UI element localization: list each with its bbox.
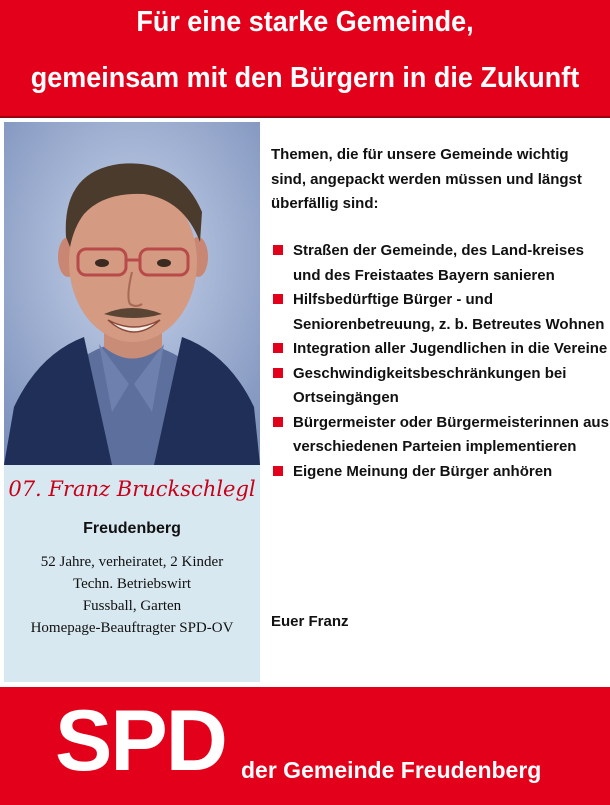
- list-item: [293, 337, 609, 362]
- list-item: [293, 460, 609, 485]
- topic-text: Hilfsbedürftige Bürger - und Seniorenbetreuung, z. b. Betreutes Wohnen: [293, 291, 605, 333]
- topic-text: Geschwindigkeitsbeschränkungen bei Ortseingängen: [293, 364, 567, 406]
- header-banner: [0, 0, 610, 118]
- list-item: [293, 239, 609, 288]
- topic-text: Integration aller Jugendlichen in die Vereine: [293, 340, 608, 357]
- candidate-detail-line: Homepage-Beauftragter SPD-OV: [30, 620, 234, 636]
- topics-intro: Themen, die für unsere Gemeinde wichtig sind, angepackt werden müssen und längst überfällig sind:: [271, 146, 582, 212]
- bullet-square-icon: [273, 417, 283, 427]
- party-subtitle: der Gemeinde Freudenberg: [241, 757, 542, 783]
- topics-list: [293, 239, 609, 484]
- candidate-info: [4, 465, 260, 682]
- bullet-square-icon: [273, 245, 283, 255]
- candidate-name: 07. Franz Bruckschlegl: [8, 477, 256, 501]
- bullet-square-icon: [273, 294, 283, 304]
- bullet-square-icon: [273, 368, 283, 378]
- candidate-photo: [4, 122, 260, 465]
- candidate-detail-line: 52 Jahre, verheiratet, 2 Kinder: [40, 554, 224, 570]
- topic-text: Straßen der Gemeinde, des Land-kreises und des Freistaates Bayern sanieren: [293, 242, 584, 284]
- topics-panel: [271, 143, 609, 630]
- closing-signature: Euer Franz: [271, 613, 349, 630]
- bullet-square-icon: [273, 343, 283, 353]
- candidate-panel: [4, 122, 260, 682]
- candidate-detail-line: Techn. Betriebswirt: [72, 576, 192, 592]
- topic-text: Bürgermeister oder Bürgermeisterinnen aus verschiedenen Parteien implementieren: [293, 413, 609, 455]
- candidate-details: [4, 551, 260, 639]
- topic-text: Eigene Meinung der Bürger anhören: [293, 462, 553, 480]
- candidate-detail-line: Fussball, Garten: [82, 598, 182, 614]
- party-logo-text: SPD: [55, 693, 226, 789]
- header-line-1: Für eine starke Gemeinde,: [136, 6, 474, 38]
- list-item: [293, 411, 609, 460]
- bullet-square-icon: [273, 466, 283, 476]
- list-item: [293, 362, 609, 411]
- footer-banner: [0, 687, 610, 805]
- candidate-place: Freudenberg: [83, 520, 181, 537]
- list-item: [293, 288, 609, 337]
- header-line-2: gemeinsam mit den Bürgern in die Zukunft: [30, 62, 580, 94]
- portrait-illustration: [4, 122, 260, 465]
